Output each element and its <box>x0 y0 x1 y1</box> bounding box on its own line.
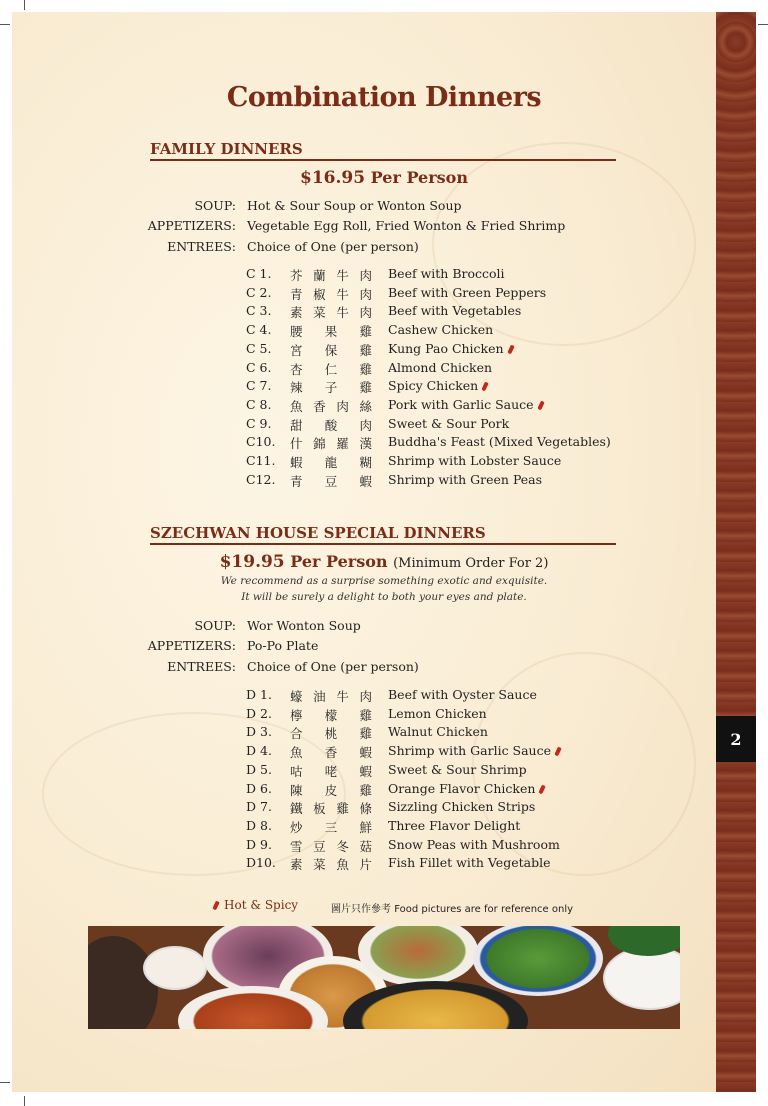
dish-code: C11. <box>246 453 276 468</box>
dish-chinese-name <box>290 434 372 452</box>
special-price <box>0 552 768 572</box>
dish-code: C 8. <box>246 396 272 412</box>
crop-mark <box>24 0 25 10</box>
dish-code: D 9. <box>246 836 272 852</box>
chinese-character: 雞 <box>359 707 372 723</box>
chinese-character: 牛 <box>336 305 349 321</box>
chinese-character: 檬 <box>324 707 338 723</box>
dish-code: C 1. <box>246 266 272 281</box>
chinese-character: 羅 <box>336 436 349 452</box>
family-soup: Hot & Sour Soup or Wonton Soup <box>247 198 462 213</box>
chinese-character: 蝦 <box>359 745 372 761</box>
family-price-amount: $16.95 <box>300 168 366 188</box>
chinese-character: 皮 <box>324 782 338 798</box>
dish-code: C 3. <box>246 303 272 319</box>
family-dinners-heading: FAMILY DINNERS <box>150 140 616 161</box>
dish-code: C 6. <box>246 359 272 375</box>
green-bean-plate-shape <box>473 926 603 996</box>
dish-name: Pork with Garlic Sauce <box>388 396 534 412</box>
teapot-shape <box>88 936 158 1029</box>
dish-english-name <box>388 303 521 318</box>
sauce-dish-shape <box>143 946 207 990</box>
dish-code: D 8. <box>246 817 272 833</box>
dish-english-name <box>388 341 513 356</box>
chinese-character: 三 <box>324 819 338 835</box>
dish-english-name <box>388 837 560 852</box>
dish-name: Almond Chicken <box>388 359 493 375</box>
chinese-character: 鮮 <box>359 819 372 835</box>
dish-code: D 3. <box>246 724 272 740</box>
chinese-character: 肉 <box>359 305 372 321</box>
dish-english-name <box>388 855 550 870</box>
dish-english-name <box>388 266 505 281</box>
crop-mark <box>758 24 768 25</box>
chinese-character: 豆 <box>313 838 326 854</box>
chinese-character: 芥 <box>290 268 303 283</box>
dish-name: Shrimp with Lobster Sauce <box>388 453 562 468</box>
dish-name: Shrimp with Green Peas <box>388 471 543 487</box>
dish-name: Orange Flavor Chicken <box>388 780 536 796</box>
chinese-character: 條 <box>359 801 372 817</box>
dish-english-name <box>388 397 543 412</box>
chinese-character: 冬 <box>336 838 349 854</box>
special-entrees-label: ENTREES: <box>167 659 236 674</box>
crop-mark <box>0 24 10 25</box>
dish-name: Beef with Broccoli <box>388 266 505 281</box>
family-appetizers: Vegetable Egg Roll, Fried Wonton & Fried Shrimp <box>247 218 566 233</box>
dish-english-name <box>388 416 509 431</box>
dish-chinese-name <box>290 706 372 724</box>
chinese-character: 雪 <box>290 838 303 854</box>
dish-code: D 4. <box>246 743 272 759</box>
dish-chinese-name <box>290 781 372 799</box>
dish-english-name <box>388 285 546 300</box>
chinese-character: 宮 <box>290 342 303 358</box>
chinese-character: 桃 <box>324 726 338 742</box>
special-appetizers-label: APPETIZERS: <box>147 638 236 653</box>
dish-english-name <box>388 360 492 375</box>
chinese-character: 菜 <box>313 305 326 321</box>
chinese-character: 什 <box>290 436 303 452</box>
special-soup-label: SOUP: <box>194 618 236 633</box>
dish-chinese-name <box>290 397 372 415</box>
dish-chinese-name <box>290 266 372 284</box>
dish-code: C 4. <box>246 322 272 338</box>
dish-english-name <box>388 322 493 337</box>
chinese-character: 漢 <box>359 436 372 452</box>
chinese-character: 片 <box>359 857 372 873</box>
dish-code: C 7. <box>246 378 272 394</box>
chinese-character: 咾 <box>324 763 338 779</box>
dish-name: Beef with Green Peppers <box>388 284 547 300</box>
chinese-character: 雞 <box>336 801 349 817</box>
dish-name: Buddha's Feast (Mixed Vegetables) <box>388 434 611 450</box>
chinese-character: 酸 <box>324 417 338 433</box>
dish-name: Beef with Oyster Sauce <box>388 687 537 702</box>
dish-chinese-name <box>290 687 372 705</box>
chinese-character: 菜 <box>313 857 326 873</box>
dish-english-name <box>388 434 611 449</box>
dish-english-name <box>388 762 527 777</box>
dish-code: D 5. <box>246 761 272 777</box>
photo-note-zh: 圖片只作參考 <box>331 904 391 915</box>
chinese-character: 子 <box>324 380 338 396</box>
dish-chinese-name <box>290 322 372 340</box>
dish-chinese-name <box>290 762 372 780</box>
chinese-character: 魚 <box>290 745 303 761</box>
dish-name: Fish Fillet with Vegetable <box>388 855 551 871</box>
dish-code: C 5. <box>246 340 272 356</box>
chinese-character: 板 <box>313 801 326 817</box>
chinese-character: 炒 <box>290 819 303 835</box>
dish-name: Shrimp with Garlic Sauce <box>388 743 552 759</box>
special-tagline-1: We recommend as a surprise something exotic and exquisite. <box>220 575 548 587</box>
photo-note <box>331 900 573 915</box>
dish-code: C 2. <box>246 284 272 300</box>
spicy-legend-label: Hot & Spicy <box>224 898 299 912</box>
dish-code: C10. <box>246 434 276 450</box>
chinese-character: 腰 <box>290 324 303 340</box>
chinese-character: 牛 <box>336 286 349 302</box>
chinese-character: 肉 <box>359 417 372 433</box>
dish-chinese-name <box>290 416 372 434</box>
dish-english-name <box>388 706 487 721</box>
special-tagline-2: It will be surely a delight to both your eyes and plate. <box>241 591 527 603</box>
dish-chinese-name <box>290 855 372 873</box>
dish-code: D 1. <box>246 687 272 702</box>
special-price-unit: Per Person <box>290 552 388 571</box>
chinese-character: 牛 <box>336 689 349 704</box>
crop-mark <box>24 1096 25 1106</box>
chinese-character: 椒 <box>313 286 326 302</box>
chinese-character: 牛 <box>336 268 349 283</box>
dish-english-name <box>388 378 487 393</box>
chinese-character: 青 <box>290 473 303 489</box>
special-price-note: (Minimum Order For 2) <box>393 556 549 571</box>
chinese-character: 香 <box>324 745 338 761</box>
dish-english-name <box>388 781 544 796</box>
chinese-character: 油 <box>313 689 326 704</box>
page-number-tab: 2 <box>716 716 756 762</box>
chinese-character: 合 <box>290 726 303 742</box>
chinese-character: 素 <box>290 305 303 321</box>
dish-chinese-name <box>290 743 372 761</box>
chinese-character: 陳 <box>290 782 303 798</box>
chinese-character: 仁 <box>324 361 338 377</box>
chinese-character: 蘭 <box>313 268 326 283</box>
dish-english-name <box>388 687 537 702</box>
chinese-character: 蝦 <box>359 763 372 779</box>
garnish-shape <box>608 926 680 956</box>
chinese-character: 雞 <box>359 380 372 396</box>
chinese-character: 咕 <box>290 763 303 779</box>
dish-chinese-name <box>290 303 372 321</box>
dish-code: D 6. <box>246 780 272 796</box>
dish-name: Kung Pao Chicken <box>388 340 504 356</box>
special-dinners-heading: SZECHWAN HOUSE SPECIAL DINNERS <box>150 524 616 545</box>
chinese-character: 肉 <box>359 689 372 704</box>
dish-name: Walnut Chicken <box>388 724 488 740</box>
photo-note-en: Food pictures are for reference only <box>394 904 574 915</box>
chinese-character: 鐵 <box>290 801 303 817</box>
chinese-character: 辣 <box>290 380 303 396</box>
dish-chinese-name <box>290 341 372 359</box>
dish-english-name <box>388 799 535 814</box>
chinese-character: 菇 <box>359 838 372 854</box>
chinese-character: 雞 <box>359 782 372 798</box>
dish-chinese-name <box>290 837 372 855</box>
dish-name: Spicy Chicken <box>388 378 479 394</box>
chinese-character: 雞 <box>359 324 372 340</box>
dish-code: C 9. <box>246 415 272 431</box>
family-entrees: Choice of One (per person) <box>247 239 419 254</box>
dish-code: C12. <box>246 471 276 487</box>
dish-chinese-name <box>290 724 372 742</box>
chinese-character: 青 <box>290 286 303 302</box>
chinese-character: 肉 <box>359 268 372 283</box>
page-title: Combination Dinners <box>226 82 542 113</box>
chinese-character: 絲 <box>359 398 372 414</box>
chinese-character: 糊 <box>359 455 372 470</box>
dish-name: Sizzling Chicken Strips <box>388 799 536 815</box>
family-price <box>0 168 768 188</box>
family-soup-label: SOUP: <box>194 198 236 213</box>
dish-english-name <box>388 818 520 833</box>
food-photo <box>88 926 680 1029</box>
dish-code: D10. <box>246 855 276 871</box>
spicy-legend <box>214 898 298 912</box>
chinese-character: 杏 <box>290 361 303 377</box>
chinese-character: 肉 <box>336 398 349 414</box>
dish-english-name <box>388 743 560 758</box>
dish-chinese-name <box>290 453 372 471</box>
chinese-character: 香 <box>313 398 326 414</box>
chinese-character: 檸 <box>290 707 303 723</box>
family-price-unit: Per Person <box>370 168 468 187</box>
chinese-character: 甜 <box>290 417 303 433</box>
special-price-amount: $19.95 <box>219 552 285 572</box>
chinese-character: 肉 <box>359 286 372 302</box>
chinese-character: 魚 <box>336 857 349 873</box>
family-entrees-label: ENTREES: <box>167 239 236 254</box>
dish-chinese-name <box>290 285 372 303</box>
dish-code: D 2. <box>246 705 272 721</box>
chinese-character: 錦 <box>313 436 326 452</box>
dish-name: Lemon Chicken <box>388 705 487 721</box>
chinese-character: 保 <box>324 342 338 358</box>
dish-name: Sweet & Sour Shrimp <box>388 761 527 777</box>
special-soup: Wor Wonton Soup <box>247 618 361 633</box>
chinese-character: 蠔 <box>290 689 303 704</box>
chinese-character: 蝦 <box>290 455 303 470</box>
dish-name: Cashew Chicken <box>388 322 494 338</box>
dish-name: Snow Peas with Mushroom <box>388 836 560 852</box>
dish-english-name <box>388 724 488 739</box>
dish-chinese-name <box>290 360 372 378</box>
chinese-character: 豆 <box>324 473 338 489</box>
dish-english-name <box>388 453 561 468</box>
chinese-character: 雞 <box>359 726 372 742</box>
chinese-character: 素 <box>290 857 303 873</box>
dish-chinese-name <box>290 378 372 396</box>
chinese-character: 雞 <box>359 342 372 358</box>
chinese-character: 蝦 <box>359 473 372 489</box>
dish-name: Sweet & Sour Pork <box>388 415 510 431</box>
chinese-character: 龍 <box>324 455 338 470</box>
dish-name: Three Flavor Delight <box>388 817 521 833</box>
special-entrees: Choice of One (per person) <box>247 659 419 674</box>
dish-chinese-name <box>290 818 372 836</box>
chinese-character: 果 <box>324 324 338 340</box>
chinese-character: 雞 <box>359 361 372 377</box>
dish-chinese-name <box>290 472 372 490</box>
dish-name: Beef with Vegetables <box>388 303 522 319</box>
dish-code: D 7. <box>246 799 272 815</box>
special-appetizers: Po-Po Plate <box>247 638 319 653</box>
chili-pepper-icon <box>212 901 219 911</box>
crop-mark <box>0 1082 10 1083</box>
dish-english-name <box>388 472 542 487</box>
chinese-character: 魚 <box>290 398 303 414</box>
family-appetizers-label: APPETIZERS: <box>147 218 236 233</box>
dish-chinese-name <box>290 799 372 817</box>
